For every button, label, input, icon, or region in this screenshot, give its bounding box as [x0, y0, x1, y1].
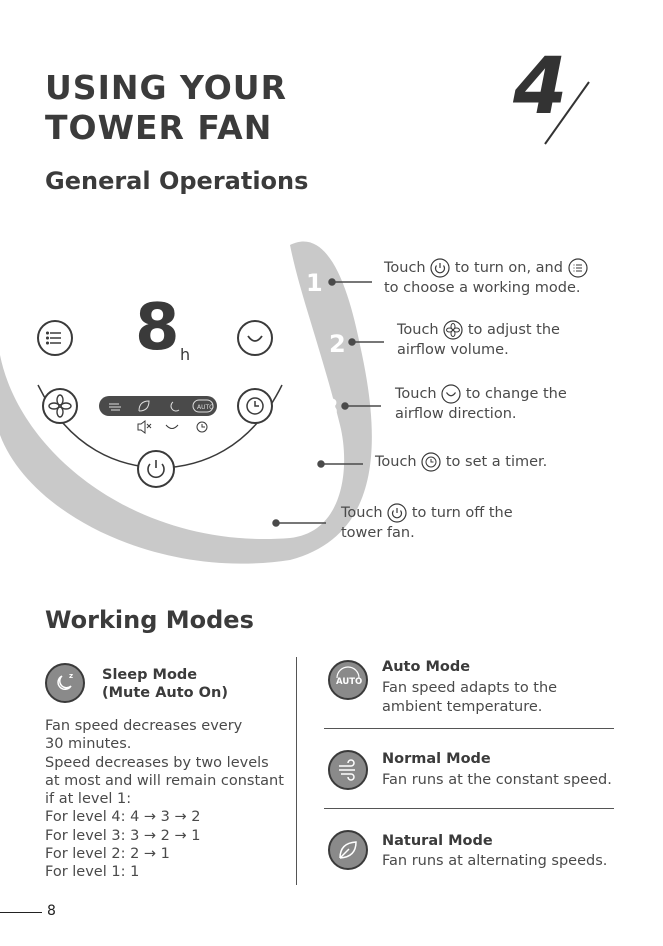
power-icon: [430, 258, 450, 278]
svg-text:z: z: [69, 672, 74, 680]
display-digit: 8: [135, 291, 180, 365]
step-number-5: 5: [244, 511, 261, 539]
natural-mode-title: Natural Mode: [382, 833, 493, 849]
swing-icon: [441, 384, 461, 404]
svg-text:AUTO: AUTO: [336, 677, 363, 687]
divider: [324, 728, 614, 729]
title-line-1: USING YOUR: [45, 68, 288, 107]
step-number-4: 4: [294, 452, 311, 480]
power-icon: [387, 503, 407, 523]
sleep-mode-icon: [45, 663, 85, 703]
section-general-operations: General Operations: [45, 167, 309, 195]
auto-mode-title: Auto Mode: [382, 659, 471, 675]
normal-mode-icon: [328, 750, 368, 790]
sleep-mode-title: Sleep Mode (Mute Auto On): [102, 667, 228, 701]
auto-mode-description: Fan speed adapts to the ambient temperature.: [382, 680, 558, 715]
display-unit: h: [180, 345, 191, 364]
step-4-text: Touch to set a timer.: [375, 454, 548, 470]
page-number: 8: [47, 903, 56, 919]
divider: [324, 808, 614, 809]
step-2-text: Touch to adjust the airflow volume.: [397, 322, 560, 358]
footer-rule: [0, 912, 42, 913]
sleep-mode-description: Fan speed decreases every 30 minutes. Speed decreases by two levels at most and will remain constant if at level 1: For level 4: 4 → 3 → 2 For level 3: 3 → 2 → 1 For level 2: 2 → 1 For level 1: 1: [45, 718, 284, 881]
title-line-2: TOWER FAN: [45, 108, 273, 147]
section-working-modes: Working Modes: [45, 606, 254, 634]
step-5-text: Touch to turn off the tower fan.: [341, 505, 513, 541]
normal-mode-title: Normal Mode: [382, 751, 491, 767]
step-3-text: Touch to change the airflow direction.: [395, 386, 567, 422]
step-1-text: Touch to turn on, and to choose a working mode.: [384, 258, 588, 298]
svg-text:4: 4: [513, 42, 568, 132]
step-number-1: 1: [306, 269, 323, 297]
timer-icon: [421, 452, 441, 472]
natural-mode-description: Fan runs at alternating speeds.: [382, 853, 608, 869]
auto-mode-icon: [328, 660, 368, 700]
column-divider: [296, 657, 297, 885]
step-number-3: 3: [322, 394, 339, 422]
menu-icon: [568, 258, 588, 278]
step-number-2: 2: [329, 330, 346, 358]
natural-mode-icon: [328, 830, 368, 870]
normal-mode-description: Fan runs at the constant speed.: [382, 772, 612, 788]
fan-icon: [443, 320, 463, 340]
auto-mode-indicator-text: AUTO: [197, 404, 214, 411]
